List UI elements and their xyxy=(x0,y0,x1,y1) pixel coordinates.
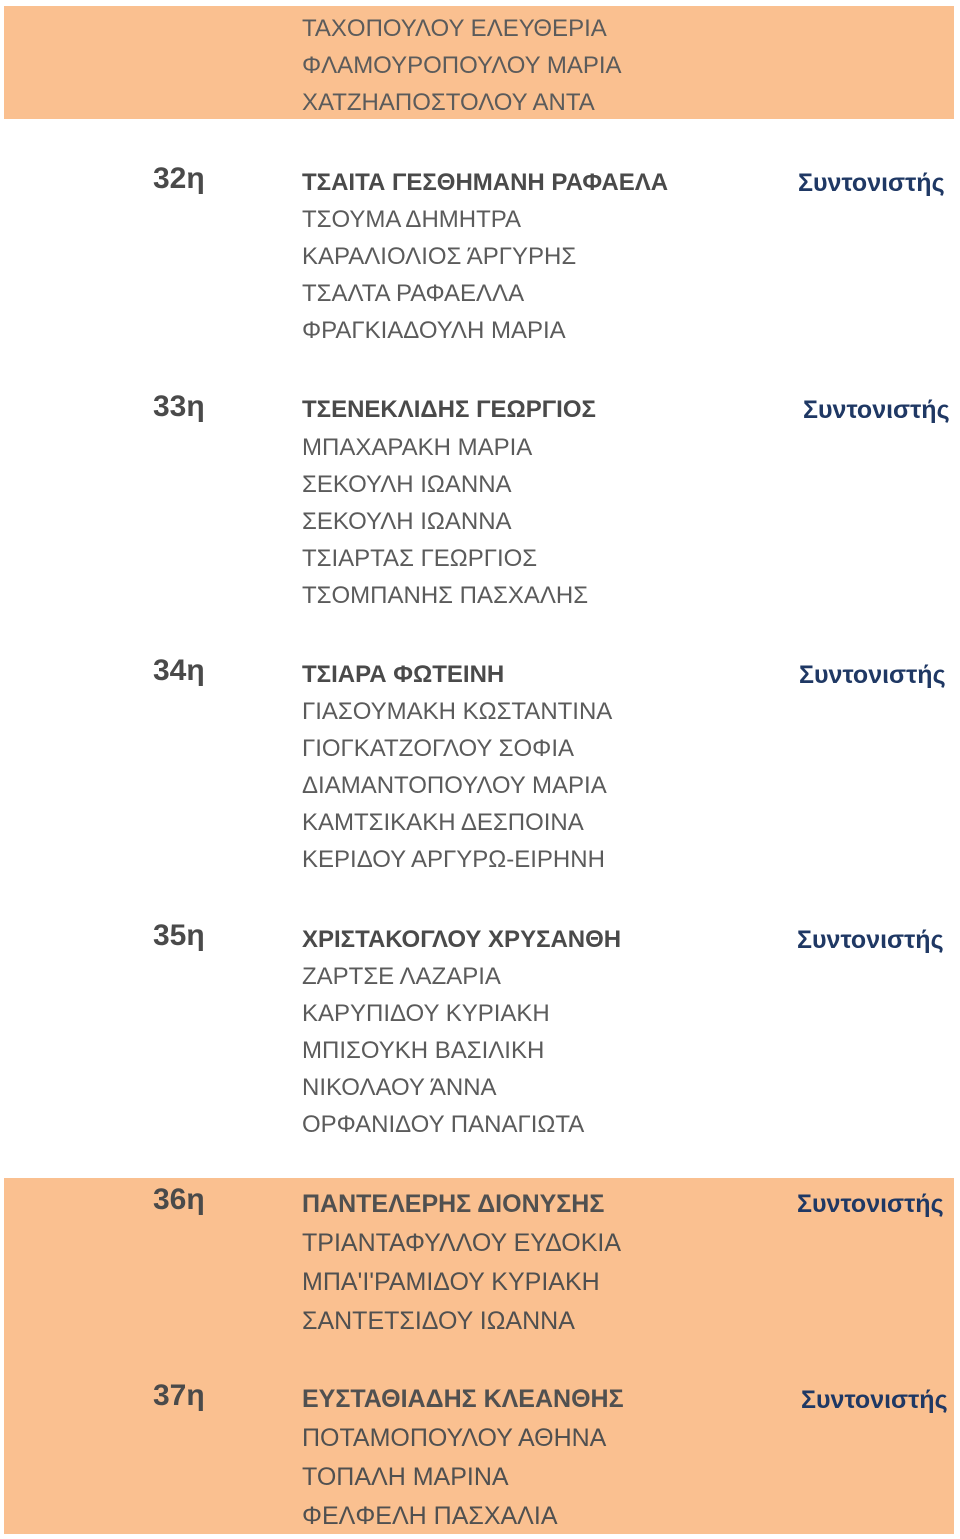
member-name: ΣΑΝΤΕΤΣΙΔΟΥ ΙΩΑΝΝΑ xyxy=(302,1307,575,1335)
member-name: ΤΣΟΥΜΑ ΔΗΜΗΤΡΑ xyxy=(302,206,521,233)
group-number: 37η xyxy=(153,1379,205,1412)
member-name: ΚΕΡΙΔΟΥ ΑΡΓΥΡΩ-ΕΙΡΗΝΗ xyxy=(302,846,605,873)
member-name: ΓΙΟΓΚΑΤΖΟΓΛΟΥ ΣΟΦΙΑ xyxy=(302,735,575,762)
member-name: ΟΡΦΑΝΙΔΟΥ ΠΑΝΑΓΙΩΤΑ xyxy=(302,1111,585,1138)
member-name: ΦΡΑΓΚΙΑΔΟΥΛΗ ΜΑΡΙΑ xyxy=(302,317,566,344)
member-name: ΤΣΟΜΠΑΝΗΣ ΠΑΣΧΑΛΗΣ xyxy=(302,582,589,609)
member-name: ΚΑΜΤΣΙΚΑΚΗ ΔΕΣΠΟΙΝΑ xyxy=(302,809,584,836)
group-number: 36η xyxy=(153,1183,205,1216)
member-name: ΦΕΛΦΕΛΗ ΠΑΣΧΑΛΙΑ xyxy=(302,1502,558,1530)
coordinator-label: Συντονιστής xyxy=(801,1386,948,1414)
group-number: 32η xyxy=(153,162,205,195)
coordinator-label: Συντονιστής xyxy=(797,1190,944,1218)
coordinator-label: Συντονιστής xyxy=(803,396,950,424)
member-name: ΜΠΙΣΟΥΚΗ ΒΑΣΙΛΙΚΗ xyxy=(302,1037,545,1064)
member-name: ΜΠΑ'Ι'ΡΑΜΙΔΟΥ ΚΥΡΙΑΚΗ xyxy=(302,1268,600,1296)
member-name: ΣΕΚΟΥΛΗ ΙΩΑΝΝΑ xyxy=(302,471,512,498)
coordinator-name: ΧΡΙΣΤΑΚΟΓΛΟΥ ΧΡΥΣΑΝΘΗ xyxy=(302,926,622,953)
member-name: ΠΟΤΑΜΟΠΟΥΛΟΥ ΑΘΗΝΑ xyxy=(302,1424,607,1452)
member-name: ΝΙΚΟΛΑΟΥ ΆΝΝΑ xyxy=(302,1074,497,1101)
coordinator-label: Συντονιστής xyxy=(799,661,946,689)
member-name: ΤΡΙΑΝΤΑΦΥΛΛΟΥ ΕΥΔΟΚΙΑ xyxy=(302,1229,622,1257)
coordinator-name: ΤΣΕΝΕΚΛΙΔΗΣ ΓΕΩΡΓΙΟΣ xyxy=(302,396,596,423)
member-name: ΚΑΡΥΠΙΔΟΥ ΚΥΡΙΑΚΗ xyxy=(302,1000,550,1027)
coordinator-name: ΤΣΙΑΡΑ ΦΩΤΕΙΝΗ xyxy=(302,661,505,688)
group-number: 33η xyxy=(153,390,205,423)
member-name: ΤΣΑΛΤΑ ΡΑΦΑΕΛΛΑ xyxy=(302,280,525,307)
member-name: ΤΣΙΑΡΤΑΣ ΓΕΩΡΓΙΟΣ xyxy=(302,545,538,572)
member-name: ΔΙΑΜΑΝΤΟΠΟΥΛΟΥ ΜΑΡΙΑ xyxy=(302,772,607,799)
coordinator-name: ΕΥΣΤΑΘΙΑΔΗΣ ΚΛΕΑΝΘΗΣ xyxy=(302,1385,624,1413)
member-name: ΓΙΑΣΟΥΜΑΚΗ ΚΩΣΤΑΝΤΙΝΑ xyxy=(302,698,613,725)
coordinator-name: ΠΑΝΤΕΛΕΡΗΣ ΔΙΟΝΥΣΗΣ xyxy=(302,1190,605,1218)
member-name: ΦΛΑΜΟΥΡΟΠΟΥΛΟΥ ΜΑΡΙΑ xyxy=(302,52,622,79)
member-name: ΚΑΡΑΛΙΟΛΙΟΣ ΆΡΓΥΡΗΣ xyxy=(302,243,577,270)
coordinator-name: ΤΣΑΙΤΑ ΓΕΣΘΗΜΑΝΗ ΡΑΦΑΕΛΑ xyxy=(302,169,669,196)
member-name: ΜΠΑΧΑΡΑΚΗ ΜΑΡΙΑ xyxy=(302,434,533,461)
coordinator-label: Συντονιστής xyxy=(797,926,944,954)
member-name: ΖΑΡΤΣΕ ΛΑΖΑΡΙΑ xyxy=(302,963,501,990)
member-name: ΤΟΠΑΛΗ ΜΑΡΙΝΑ xyxy=(302,1463,509,1491)
group-number: 35η xyxy=(153,919,205,952)
member-name: ΧΑΤΖΗΑΠΟΣΤΟΛΟΥ ΑΝΤΑ xyxy=(302,89,595,116)
member-name: ΤΑΧΟΠΟΥΛΟΥ ΕΛΕΥΘΕΡΙΑ xyxy=(302,15,607,42)
group-number: 34η xyxy=(153,654,205,687)
member-name: ΣΕΚΟΥΛΗ ΙΩΑΝΝΑ xyxy=(302,508,512,535)
coordinator-label: Συντονιστής xyxy=(798,169,945,197)
